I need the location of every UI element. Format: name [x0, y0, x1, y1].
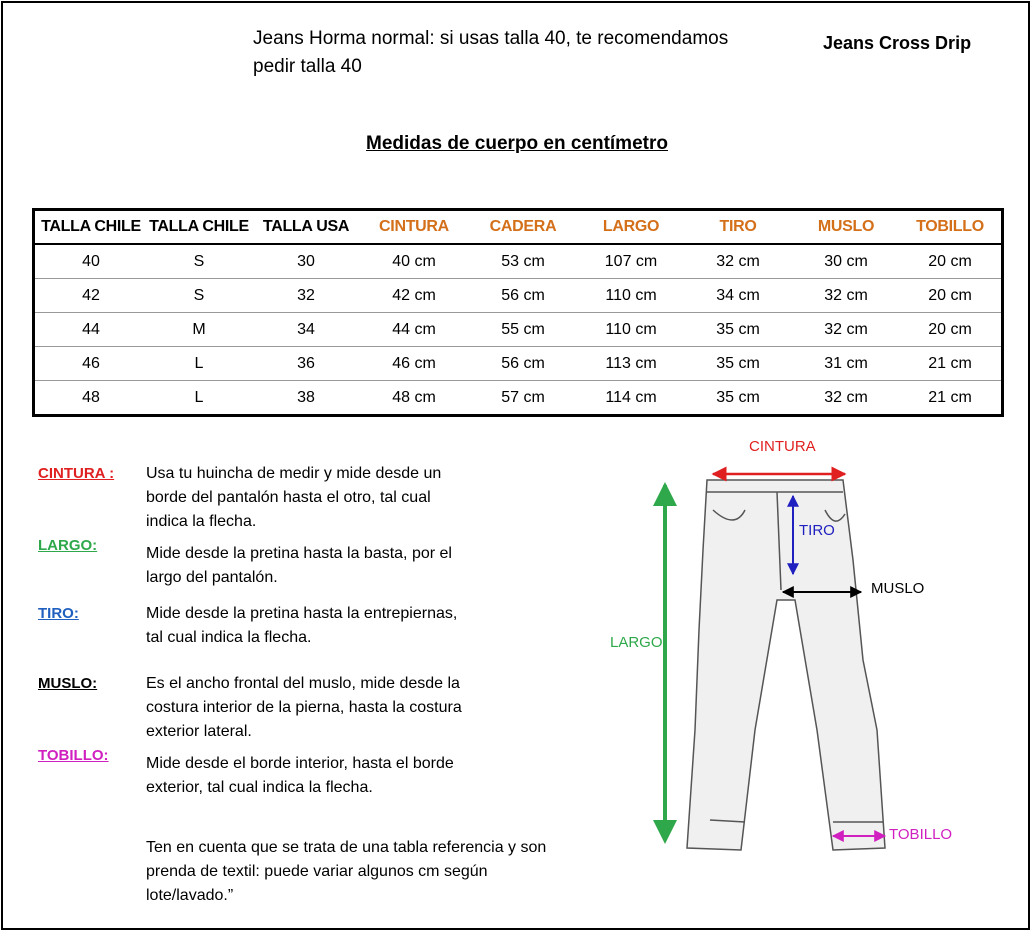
table-cell: 40 [34, 244, 148, 279]
table-cell: 30 [251, 244, 361, 279]
table-cell: S [147, 244, 251, 279]
label-cintura: CINTURA [749, 438, 816, 455]
table-cell: 42 [34, 279, 148, 313]
table-row [34, 381, 1003, 416]
table-cell: 20 cm [899, 279, 1003, 313]
label-tobillo: TOBILLO [889, 826, 953, 843]
table-cell: 21 cm [899, 347, 1003, 381]
col-header: TALLA CHILE [34, 210, 148, 245]
term-label: TOBILLO: [38, 747, 109, 764]
table-row [34, 347, 1003, 381]
table-cell: L [147, 381, 251, 416]
table-cell: 31 cm [793, 347, 899, 381]
table-cell: 32 cm [793, 381, 899, 416]
table-cell: 34 [251, 313, 361, 347]
table-cell: 57 cm [467, 381, 579, 416]
label-largo: LARGO [610, 634, 663, 651]
jeans-diagram [595, 430, 995, 870]
table-row [34, 279, 1003, 313]
table-cell: M [147, 313, 251, 347]
table-cell: 32 cm [793, 279, 899, 313]
table-cell: 32 [251, 279, 361, 313]
label-tiro: TIRO [799, 522, 835, 539]
col-header: TALLA CHILE [147, 210, 251, 245]
size-table [32, 208, 1004, 417]
table-cell: 32 cm [683, 244, 793, 279]
intro-text: Jeans Horma normal: si usas talla 40, te recomendamos pedir talla 40 [253, 28, 729, 77]
table-cell: 44 [34, 313, 148, 347]
table-cell: 46 [34, 347, 148, 381]
term-label: LARGO: [38, 537, 98, 554]
label-muslo: MUSLO [871, 580, 925, 597]
term-description: Mide desde la pretina hasta la entrepiernas, tal cual indica la flecha. [146, 605, 458, 646]
table-cell: 32 cm [793, 313, 899, 347]
table-cell: 48 [34, 381, 148, 416]
table-cell: 56 cm [467, 279, 579, 313]
term-description: Usa tu huincha de medir y mide desde un borde del pantalón hasta el otro, tal cual indica la flecha. [146, 465, 442, 530]
table-cell: 48 cm [361, 381, 467, 416]
jeans-shape [687, 480, 885, 850]
table-cell: 30 cm [793, 244, 899, 279]
term-label: MUSLO: [38, 675, 98, 692]
term-label: CINTURA : [38, 465, 115, 482]
table-title: Medidas de cuerpo en centímetro [366, 133, 668, 154]
col-header: TALLA USA [251, 210, 361, 245]
table-header-row [34, 210, 1003, 245]
table-cell: S [147, 279, 251, 313]
table-cell: 110 cm [579, 313, 683, 347]
disclaimer-note: Ten en cuenta que se trata de una tabla referencia y son prenda de textil: puede variar algunos cm según lote/lavado.” [146, 839, 547, 904]
table-cell: 113 cm [579, 347, 683, 381]
table-cell: 21 cm [899, 381, 1003, 416]
table-cell: 114 cm [579, 381, 683, 416]
col-header: CINTURA [361, 210, 467, 245]
table-cell: 35 cm [683, 313, 793, 347]
table-cell: 40 cm [361, 244, 467, 279]
table-cell: 35 cm [683, 381, 793, 416]
table-cell: 35 cm [683, 347, 793, 381]
table-cell: 46 cm [361, 347, 467, 381]
table-cell: L [147, 347, 251, 381]
table-cell: 107 cm [579, 244, 683, 279]
table-cell: 53 cm [467, 244, 579, 279]
term-description: Mide desde el borde interior, hasta el borde exterior, tal cual indica la flecha. [146, 755, 454, 796]
product-name: Jeans Cross Drip [823, 33, 972, 53]
table-cell: 20 cm [899, 244, 1003, 279]
table-cell: 55 cm [467, 313, 579, 347]
table-cell: 20 cm [899, 313, 1003, 347]
table-cell: 38 [251, 381, 361, 416]
col-header: MUSLO [793, 210, 899, 245]
table-cell: 110 cm [579, 279, 683, 313]
term-description: Mide desde la pretina hasta la basta, por el largo del pantalón. [146, 545, 452, 586]
col-header: LARGO [579, 210, 683, 245]
col-header: TIRO [683, 210, 793, 245]
table-cell: 34 cm [683, 279, 793, 313]
table-row [34, 244, 1003, 279]
table-row [34, 313, 1003, 347]
term-description: Es el ancho frontal del muslo, mide desde la costura interior de la pierna, hasta la costura exterior lateral. [146, 675, 462, 740]
table-cell: 44 cm [361, 313, 467, 347]
col-header: TOBILLO [899, 210, 1003, 245]
table-cell: 42 cm [361, 279, 467, 313]
col-header: CADERA [467, 210, 579, 245]
term-label: TIRO: [38, 605, 79, 622]
table-cell: 36 [251, 347, 361, 381]
table-cell: 56 cm [467, 347, 579, 381]
